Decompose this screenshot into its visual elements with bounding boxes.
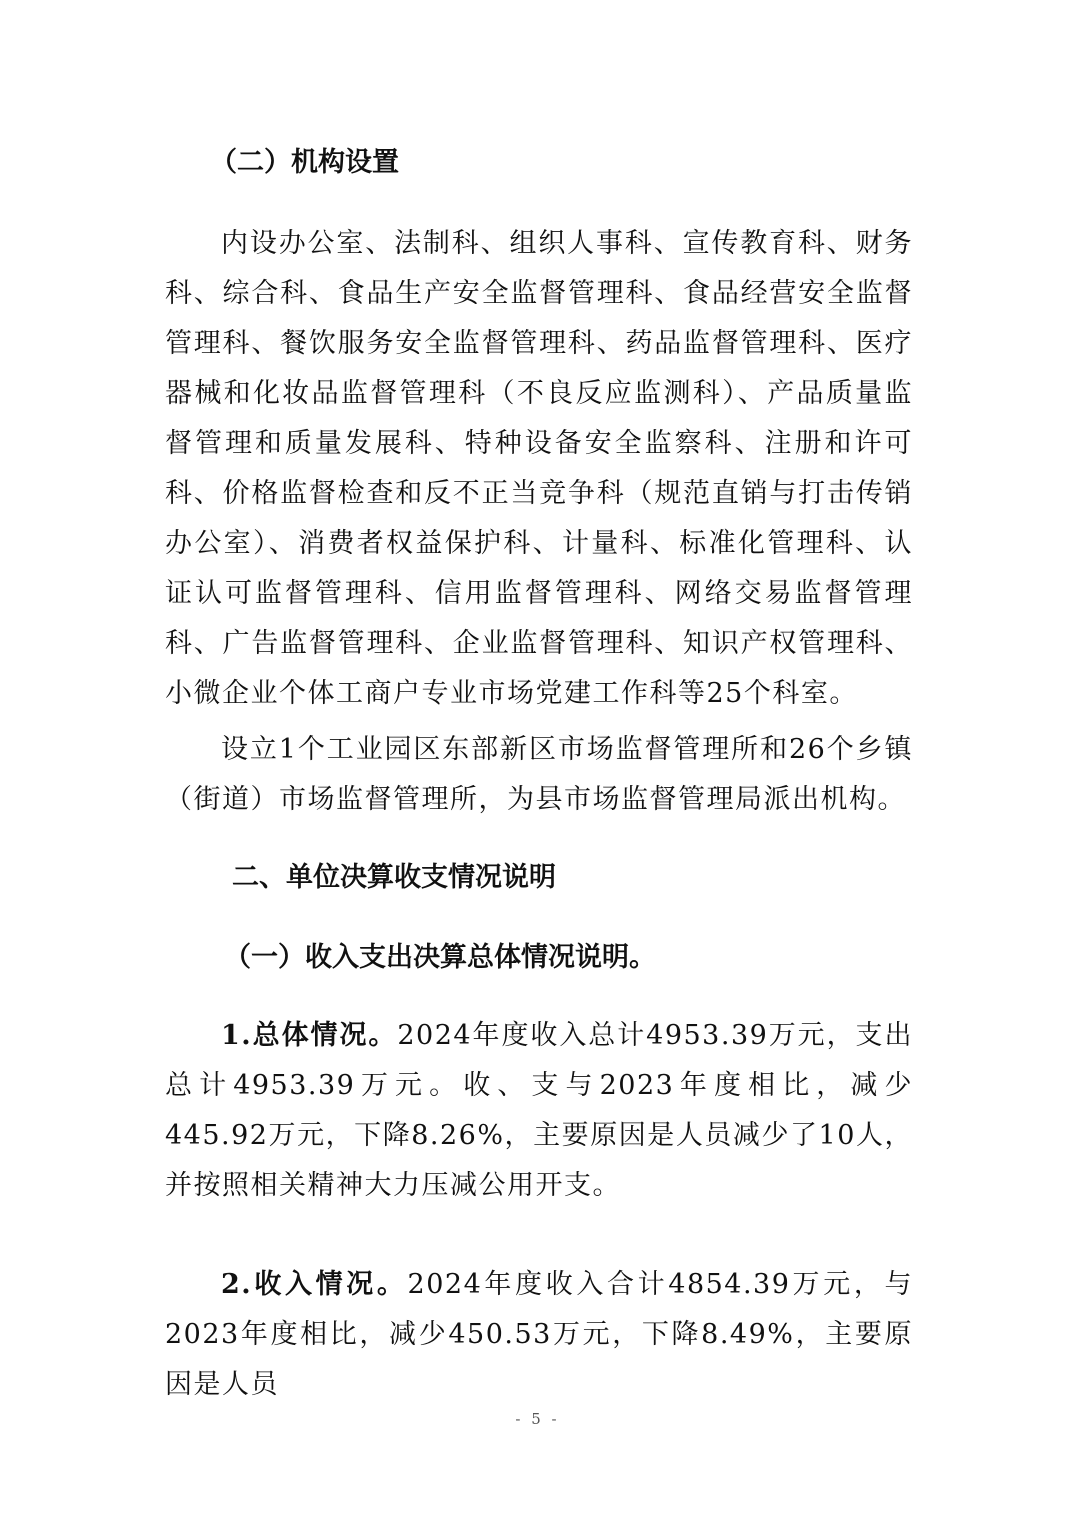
org-structure-paragraph: 内设办公室、法制科、组织人事科、宣传教育科、财务科、综合科、食品生产安全监督管理科、食品经营安全监督管理科、餐饮服务安全监督管理科、药品监督管理科、医疗器械和化妆品监督管理科（不良反应监测科）、产品质量监督管理和质量发展科、特种设备安全监察科、注册和许可科、价格监督检查和反不正当竞争科（规范直销与打击传销办公室）、消费者权益保护科、计量科、标准化管理科、认证认可监督管理科、信用监督管理科、网络交易监督管理科、广告监督管理科、企业监督管理科、知识产权管理科、小微企业个体工商户专业市场党建工作科等25个科室。 [165, 228, 913, 709]
total-overview-lead: 1.总体情况。 [221, 1020, 398, 1051]
income-lead: 2.收入情况。 [221, 1269, 408, 1300]
field-units-paragraph: 设立1个工业园区东部新区市场监督管理所和26个乡镇（街道）市场监督管理所，为县市场监督管理局派出机构。 [165, 734, 913, 815]
total-overview-paragraph [165, 1011, 913, 1211]
income-paragraph [165, 1260, 913, 1410]
total-overview-text: 2024年度收入总计4953.39万元，支出总计4953.39万元。收、支与2023年度相比，减少445.92万元，下降8.26%，主要原因是人员减少了10人，并按照相关精神大力压减公用开支。 [165, 1020, 913, 1201]
org-structure-heading: （二）机构设置 [210, 147, 399, 178]
income-text: 2024年度收入合计4854.39万元，与2023年度相比，减少450.53万元，下降8.49%，主要原因是人员 [165, 1269, 913, 1400]
subsection-heading: （一）收入支出决算总体情况说明。 [224, 942, 656, 973]
page-number: - 5 - [515, 1410, 560, 1428]
section-heading: 二、单位决算收支情况说明 [232, 862, 556, 893]
